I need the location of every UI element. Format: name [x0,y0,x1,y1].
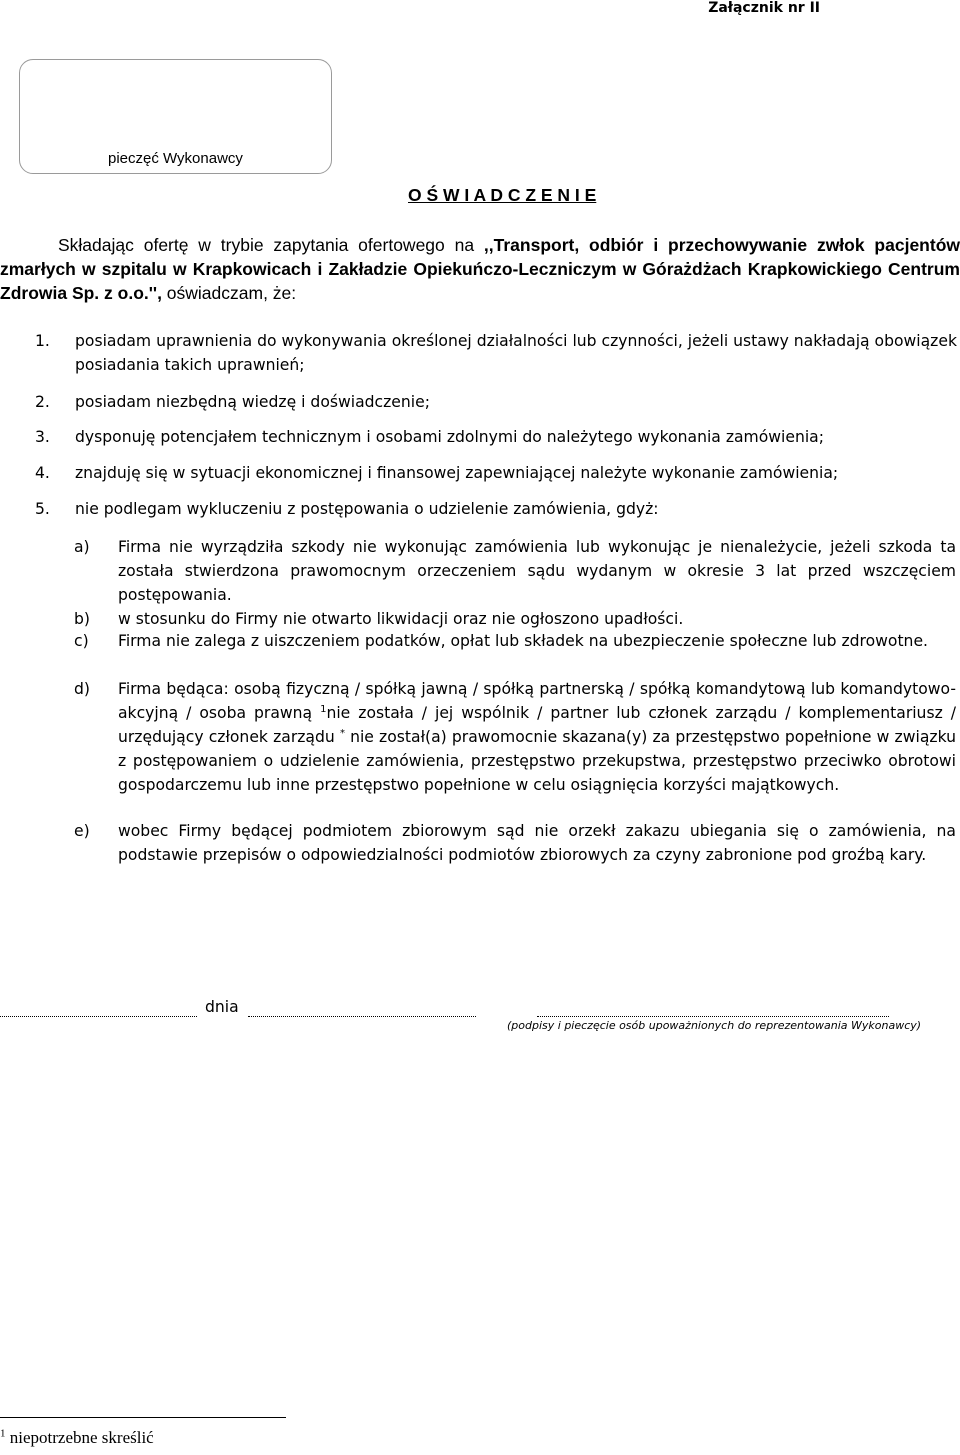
item-number: 2. [35,393,50,411]
subitem-letter: e) [74,822,90,840]
subitem-d-part-1: Firma będąca: osobą fizyczną / spółką jawną / spółką partnerską / spółką komandytową lub komandytowo-akcyjną / osoba prawną [118,680,956,722]
date-dotted-line [248,1016,476,1017]
footnote-text: niepotrzebne skreślić [5,1428,154,1447]
item-text: znajduję się w sytuacji ekonomicznej i finansowej zapewniającej należyte wykonanie zamówienia; [75,464,839,482]
place-dotted-line [0,1016,197,1017]
subitem-d [74,677,956,797]
intro-lead: Składając ofertę w trybie zapytania ofertowego na [58,235,484,255]
subitem-letter: c) [74,632,89,650]
intro-subject: ,,Transport, odbiór i przechowywanie zwłok pacjentów zmarłych w szpitalu w Krapkowicach i Zakładzie Opiekuńczo-Leczniczym w Górażdżach Krapkowickiego Centrum Zdrowia Sp. z o.o.'', [0,235,960,303]
item-number: 1. [35,332,50,350]
item-text: dysponuję potencjałem technicznym i osobami zdolnymi do należytego wykonania zamówienia; [75,428,824,446]
subitem-letter: b) [74,610,90,628]
footnote-mark: 1 [320,703,327,715]
list-item [35,497,957,521]
list-item [35,425,957,449]
signature-dotted-line [537,1016,889,1017]
item-number: 4. [35,464,50,482]
stamp-label: pieczęć Wykonawcy [108,150,243,167]
intro-tail: oświadczam, że: [161,283,297,303]
signature-caption: (podpisy i pieczęcie osób upoważnionych do reprezentowania Wykonawcy) [507,1019,922,1032]
subitem-e [74,819,956,867]
subitem-d-part-3: nie został(a) prawomocnie skazana(y) za przestępstwo popełnione w związku z postępowaniem o udzielenie zamówienia, przestępstwo przekupstwa, przestępstwo przeciwko obrotowi gospodarczemu lub inne przestępstwo popełnione w celu osiągnięcia korzyści majątkowych. [118,728,956,794]
item-text: posiadam niezbędną wiedzę i doświadczenie; [75,393,430,411]
subitem-text: wobec Firmy będącej podmiotem zbiorowym sąd nie orzekł zakazu ubiegania się o zamówienia, na podstawie przepisów o odpowiedzialności podmiotów zbiorowych za czyny zabronione pod groźbą kary. [118,822,956,864]
intro-paragraph [0,233,960,305]
list-item [35,390,957,414]
item-text: nie podlegam wykluczeniu z postępowania o udzielenie zamówienia, gdyż: [75,500,659,518]
list-item [35,461,957,485]
subitem-text: w stosunku do Firmy nie otwarto likwidacji oraz nie ogłoszono upadłości. [118,610,684,628]
subitem-text: Firma nie zalega z uiszczeniem podatków, opłat lub składek na ubezpieczenie społeczne lub zdrowotne. [118,632,928,650]
document-title: O Ś W I A D C Z E N I E [408,185,597,205]
item-text: posiadam uprawnienia do wykonywania określonej działalności lub czynności, jeżeli ustawy nakładają obowiązek posiadania takich uprawnień; [75,332,957,374]
annex-label: Załącznik nr II [708,0,820,16]
subitem-a [74,535,956,607]
footnote-number: 1 [0,1427,6,1440]
date-label: dnia [205,998,239,1016]
list-item [35,329,957,377]
subitem-letter: d) [74,680,90,698]
item-number: 5. [35,500,50,518]
subitem-d-part-2: nie została / jej wspólnik / partner lub członek zarządu / komplementariusz / urzędujący członek zarządu [118,704,956,746]
subitem-letter: a) [74,538,90,556]
asterisk-mark: * [339,727,345,739]
subitem-text [118,677,956,797]
item-number: 3. [35,428,50,446]
subitem-text: Firma nie wyrządziła szkody nie wykonując zamówienia lub wykonując je nienależycie, jeżeli szkoda ta została stwierdzona prawomocnym orzeczeniem sądu wydanym w okresie 3 lat przed wszczęciem postępowania. [118,538,956,604]
subitem-b [74,607,956,631]
footnote [0,1428,154,1448]
footnote-separator [0,1417,286,1418]
subitem-c [74,629,956,653]
